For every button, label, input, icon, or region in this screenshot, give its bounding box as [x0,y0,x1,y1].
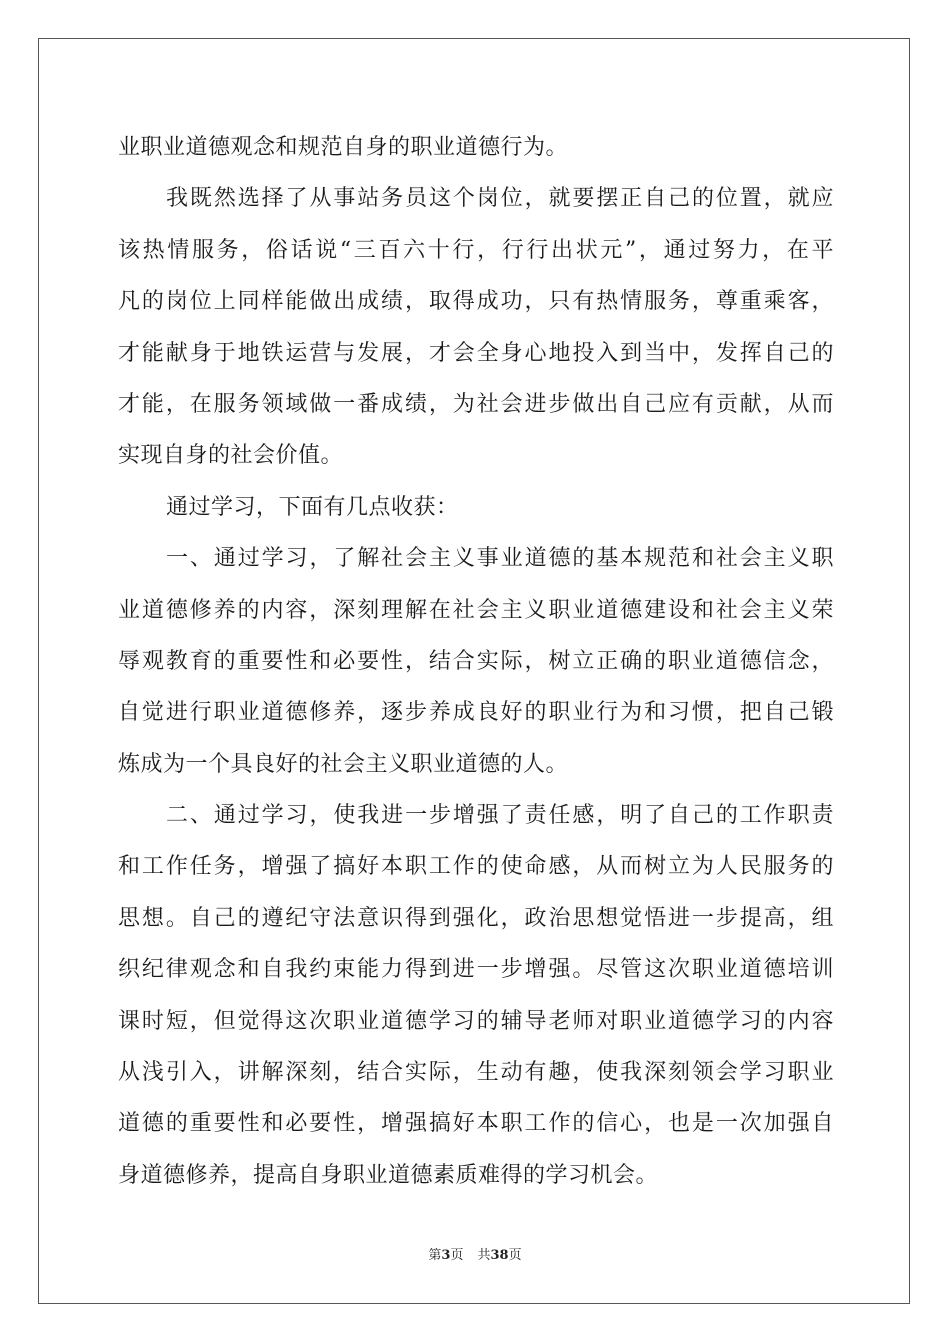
total-suffix: 页 [508,1248,522,1263]
text-line: 二、通过学习，使我进一步增强了责任感，明了自己的工作职责 [166,803,834,829]
page-suffix: 页 [450,1248,464,1263]
page-footer [0,1244,950,1263]
text-line: 业道德修养的内容，深刻理解在社会主义职业道德建设和社会主义荣 [118,597,834,623]
text-line: 凡的岗位上同样能做出成绩，取得成功，只有热情服务，尊重乘客， [118,289,834,315]
page-prefix: 第 [428,1248,442,1263]
text-line: 该热情服务，俗话说“三百六十行，行行出状元”，通过努力，在平 [118,237,834,263]
text-line: 才能献身于地铁运营与发展，才会全身心地投入到当中，发挥自己的 [118,340,834,366]
page-number: 3 [441,1248,451,1263]
text-line: 辱观教育的重要性和必要性，结合实际，树立正确的职业道德信念， [118,648,834,674]
text-line: 自觉进行职业道德修养，逐步养成良好的职业行为和习惯，把自己锻 [118,700,834,726]
text-line: 我既然选择了从事站务员这个岗位，就要摆正自己的位置，就应 [166,186,834,212]
total-pages: 38 [490,1248,509,1263]
total-prefix: 共 [477,1248,491,1263]
text-line: 和工作任务，增强了搞好本职工作的使命感，从而树立为人民服务的 [118,854,834,880]
text-line: 课时短，但觉得这次职业道德学习的辅导老师对职业道德学习的内容 [118,1008,834,1034]
text-line: 织纪律观念和自我约束能力得到进一步增强。尽管这次职业道德培训 [118,957,834,983]
text-line: 道德的重要性和必要性，增强搞好本职工作的信心，也是一次加强自 [118,1111,834,1137]
text-line: 一、通过学习，了解社会主义事业道德的基本规范和社会主义职 [166,546,834,572]
document-body [118,122,834,1201]
text-line: 才能，在服务领域做一番成绩，为社会进步做出自己应有贡献，从而 [118,391,834,417]
text-line: 实现自身的社会价值。 [118,443,344,469]
text-line: 从浅引入，讲解深刻，结合实际，生动有趣，使我深刻领会学习职业 [118,1060,834,1086]
text-line: 身道德修养，提高自身职业道德素质难得的学习机会。 [118,1162,659,1188]
text-line: 通过学习，下面有几点收获： [166,494,459,520]
text-line: 炼成为一个具良好的社会主义职业道德的人。 [118,751,569,777]
text-line: 思想。自己的遵纪守法意识得到强化，政治思想觉悟进一步提高，组 [118,905,834,931]
text-line: 业职业道德观念和规范自身的职业道德行为。 [118,135,569,160]
